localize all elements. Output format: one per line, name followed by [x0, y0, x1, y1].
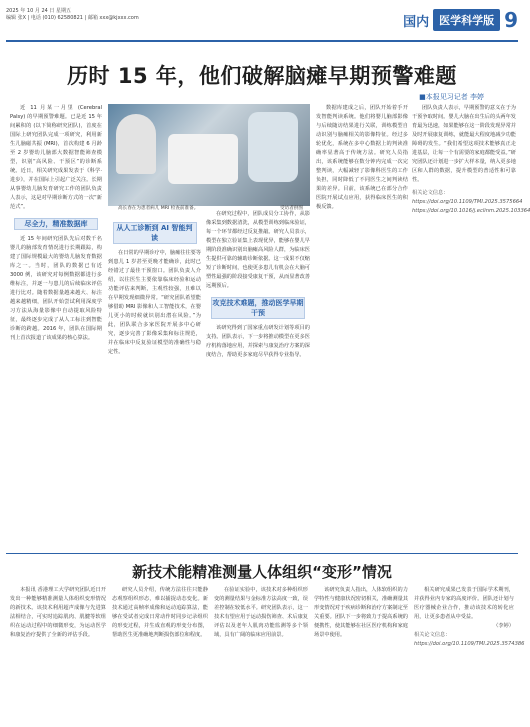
photo-figure	[168, 134, 238, 184]
article2-column-2	[112, 586, 208, 722]
article2-paragraph: 该研究负责人指出，人体软组织的力学特性与健康状况密切相关，准确测量其形变情况对于疾病诊断和治疗方案制定至关重要。团队下一步将致力于提高系统的便携性，使其能够在社区医疗机构和家庭场景中使用。	[314, 587, 408, 638]
article1-paragraph: 数据库建成之后，团队开始着手开发智能判读系统。他们将婴儿脑部影像与后续随访结果进行关联，训练模型自动识别与脑瘫相关的影像特征。经过多轮优化，系统在多中心数据上的判读准确率显著高于传统方法。研究人员指出，该系统能够在数分钟内完成一次完整判读，大幅减轻了影像科医生的工作负担，同时降低了不同医生之间判读结果的差异。目前，该系统已在部分合作医院开展试点应用，获得临床医生的积极反馈。	[316, 105, 408, 210]
section-masthead	[403, 6, 518, 34]
reference-link[interactable]: https://doi.org/10.1016/j.eclinm.2025.103364	[412, 208, 530, 214]
article1-column-5	[412, 104, 530, 544]
article1-paragraph: 在研究过程中，团队成员分工协作，从影像采集到数据清洗，从模型训练到临床验证，每一个环节都经过反复推敲。研究人员表示，模型在独立验证集上表现优异，能够在婴儿早期阶段准确识别出脑瘫高风险人群，为临床医生提供可靠的辅助诊断依据。这一成果不仅缩短了诊断时间，也使更多患儿有机会在大脑可塑性最强的阶段接受康复干预，从而显著改善远期预后。	[206, 211, 310, 289]
reference-label: 相关论文信息：	[414, 632, 451, 638]
article2-column-3	[214, 586, 308, 722]
article2-author: （李婷）	[493, 623, 514, 629]
article2-column-1	[10, 586, 106, 722]
article1-column-1	[10, 104, 102, 544]
editor-contact: 编辑 张X | 电话 (010) 62580821 | 邮箱 xxx@kjxxx.com	[6, 15, 139, 21]
issue-date: 2025 年 10 月 24 日 星期五	[6, 8, 71, 14]
article1-subhead-3: 攻克技术难题，推动医学早期干预	[212, 299, 304, 317]
page-number: 9	[504, 8, 518, 32]
photo-figure	[248, 112, 298, 182]
article2-column-5	[414, 586, 525, 722]
article1-subhead-2: 从人工诊断到 AI 智能判读	[113, 222, 197, 244]
article1-paragraph: 团队负责人表示，早期预警的意义在于为干预争取时间。婴儿大脑在出生后的头两年发育最为迅速，如果能够在这一阶段发现异常并及时开展康复训练，就能最大程度地减少功能障碍的发生。“我们希望这项技术能够真正走进基层，让每一个有需要的家庭都能受益。”研究团队还计划进一步扩大样本量，纳入更多地区和人群的数据，提升模型的普适性和可靠性。	[412, 105, 516, 183]
header-rule	[6, 40, 518, 42]
section-name: 国内	[403, 14, 430, 30]
article2-paragraph: 研究人员介绍，传统方法往往只能静态观察组织形态，难以捕捉动态变化。新技术通过高帧率成像和运动追踪算法，能够在受试者完成日常动作时同步记录组织的形变过程，并生成直观的形变分布图，帮助医生更准确地判断损伤部位和程度。	[112, 587, 208, 638]
photo-caption: 高长春在为患者病儿 MRI 检查前准备。	[118, 206, 199, 211]
article1-paragraph: 该研究得到了国家重点研发计划等项目的支持。团队表示，下一步将推动模型在更多医疗机构落地应用，并探索与康复治疗方案的深度结合，帮助更多家庭尽早获得专业指导。	[206, 325, 310, 358]
photo-figure	[116, 114, 156, 174]
article1-column-2	[108, 222, 201, 544]
article1-photo	[108, 104, 310, 206]
article1-column-3	[206, 210, 310, 544]
article1-paragraph: 近 15 年间研究团队先后对数千名婴儿的脑部发育情况进行长期跟踪，构建了国际规模最大的婴幼儿脑发育数据库之一。当时，团队的数据已有近 3000 例，该研究对每例数据都进行多维标注，并逐一与患儿的后续临床评估进行比对。随着数据量越来越大、标注越来越精细，团队开始尝试利用深度学习方法从海量影像中自动提取风险特征，最终逐步完成了从人工标注到智能诊断的跨越。2016 年，团队在国际期刊上首次报道了该成果的核心算法。	[10, 236, 102, 341]
article1-paragraph: 近 11 月某一月里 (Cerebral Palsy) 的早期预警难题。已是近 15 年间累积的 (以下简称研究团队)，首度在国际上研究团队完成一项研究，利用新生儿脑磁共振 (MRI)，首次构建 6 月龄至 2 岁婴幼儿脑部大数据智能筛查模型，识别“高风险、干预区”的诊断系统。近日，相关研究成果发表于《科学·进步》，并在国际上引起广泛关注。长期从事婴幼儿脑发育研究工作的团队负责人表示，这是对早期诊断方式的一次“新范式”。	[10, 105, 102, 210]
article1-column-4	[316, 104, 408, 544]
header-info	[6, 8, 139, 22]
photo-credit: 受访者供图	[280, 206, 303, 211]
page-header	[0, 0, 524, 42]
article2-paragraph: 在验证实验中，该技术对多种组织形变的测量结果与金标准方法高度一致，误差控制在较低水平。研究团队表示，这一技术有望应用于运动损伤筛查、术后康复评估以及老年人肌肉功能监测等多个领域，具有广阔的临床应用前景。	[214, 587, 308, 638]
reference-link[interactable]: https://doi.org/10.1109/TMI.2025.3575664	[412, 199, 523, 205]
article-divider	[6, 553, 518, 554]
article1-byline: ■本报见习记者 李婷	[419, 93, 484, 101]
article2-column-4	[314, 586, 408, 722]
article2-paragraph: 本报讯 香港理工大学研究团队近日开发出一种能够精准测量人体组织变形情况的新技术。该技术利用超声成像与先进算法相结合，可实时追踪肌肉、肌腱等软组织在运动过程中的细微形变，为运动医学和康复治疗提供了全新的评估手段。	[10, 587, 106, 638]
reference-label: 相关论文信息：	[412, 190, 449, 196]
article1-title: 历时 15 年，他们破解脑瘫早期预警难题	[67, 64, 457, 88]
article1-subhead-1: 尽全力，精准数据库	[14, 218, 98, 230]
reference-link[interactable]: https://doi.org/10.1109/TMI.2025.3574386	[414, 641, 525, 647]
section-logo: 医学科学版	[433, 9, 500, 31]
article1-paragraph: 在日常的早期诊疗中，脑瘫往往要等到患儿 1 岁甚至更晚才能确诊，此时已经错过了最佳干预窗口。团队负责人介绍，以往医生主要依靠临床经验和运动功能评估来判断，主观性较强，且难以在早期发现细微异常。“研究团队希望能够借助 MRI 影像和人工智能技术，在婴儿更小的时候就识别出潜在风险。”为此，团队联合多家医院开展多中心研究，逐步完善了影像采集和标注规范，并在临床中反复验证模型的准确性与稳定性。	[108, 250, 202, 355]
article2-paragraph: 相关研究成果已发表于国际学术期刊，并获得业内专家的高度评价。团队还计划与医疗器械企业合作，推动该技术的转化应用，让更多患者从中受益。	[414, 587, 514, 620]
article2-title: 新技术能精准测量人体组织“变形”情况	[132, 563, 392, 581]
